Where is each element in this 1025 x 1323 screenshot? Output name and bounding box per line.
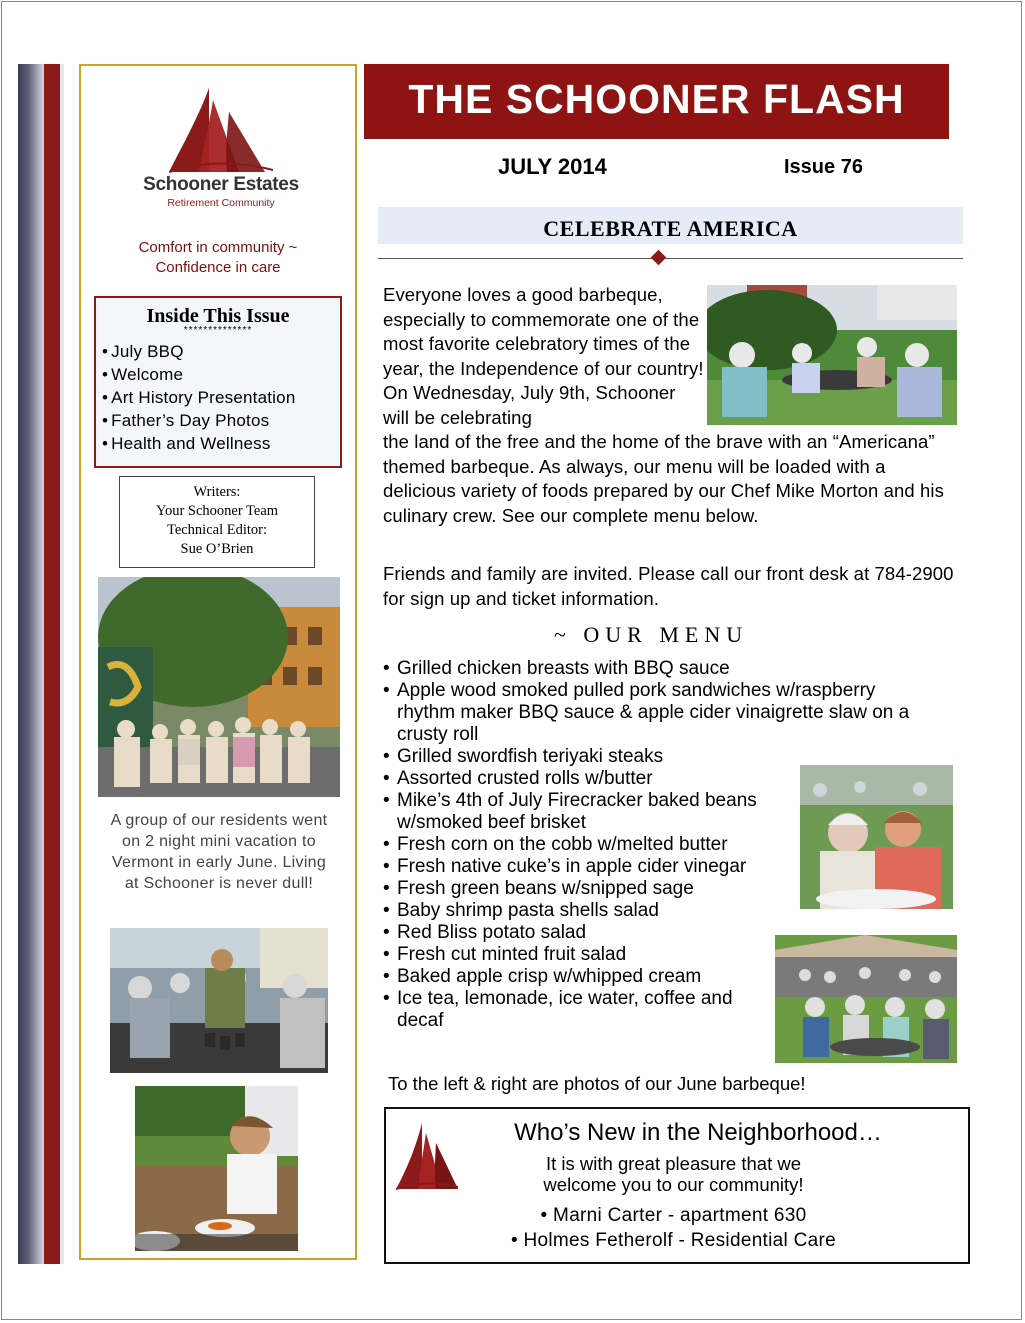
vermont-caption: A group of our residents went on 2 night mini vacation to Vermont in early June. Living at Schooner is never dull! [110, 812, 328, 892]
issue-number: Issue 76 [784, 156, 863, 178]
bbq-table-photo [707, 285, 957, 425]
issue-date: JULY 2014 [498, 154, 607, 179]
article-heading: CELEBRATE AMERICA [543, 216, 798, 241]
inside-this-issue-box [94, 296, 342, 468]
menu-item: • Apple wood smoked pulled pork sandwiches w/raspberry rhythm maker BBQ sauce & apple cider vinaigrette slaw on a crusty roll [383, 680, 917, 746]
bbq-friends-photo [800, 765, 953, 909]
menu-item: • Ice tea, lemonade, ice water, coffee and decaf [383, 988, 742, 1032]
menu-item: • Assorted crusted rolls w/butter [383, 768, 943, 790]
inside-title: Inside This Issue [146, 305, 290, 327]
logo-name: Schooner Estates [143, 174, 299, 195]
tagline [81, 238, 355, 278]
welcome-message [386, 1153, 961, 1195]
whos-new-box [384, 1107, 970, 1264]
new-resident-2: • Holmes Fetherolf - Residential Care [510, 1230, 837, 1251]
bbq-residents-photo [110, 928, 328, 1073]
writers-box [119, 476, 315, 568]
article-heading-bar [378, 207, 963, 244]
menu-heading: ~ OUR MENU [554, 622, 749, 647]
inside-item: • Welcome [102, 363, 340, 386]
newsletter-title-bar [364, 64, 949, 139]
menu-item: • Baby shrimp pasta shells salad [383, 900, 943, 922]
menu-item: • Mike’s 4th of July Firecracker baked beans w/smoked beef brisket [383, 790, 802, 834]
menu-item: • Grilled swordfish teriyaki steaks [383, 746, 943, 768]
vermont-trip-photo [98, 577, 340, 797]
menu-item: • Fresh green beans w/snipped sage [383, 878, 943, 900]
inside-item: • Health and Wellness [102, 432, 340, 455]
article-paragraph-2: Friends and family are invited. Please call our front desk at 784-2900 for sign up and ticket information. [383, 563, 954, 609]
sail-logo-icon [169, 86, 273, 174]
whos-new-title: Who’s New in the Neighborhood… [514, 1119, 882, 1146]
tagline-line-2: Confidence in care [155, 259, 281, 276]
welcome-line-2: welcome you to our community! [543, 1174, 804, 1195]
menu-item: • Fresh corn on the cobb w/melted butter [383, 834, 943, 856]
heading-rule [378, 258, 963, 259]
schooner-logo [131, 86, 311, 216]
tagline-line-1: Comfort in community ~ [138, 239, 298, 256]
sidebar [79, 64, 357, 1260]
article-paragraph-1-bottom: the land of the free and the home of the brave with an “Americana” themed barbeque. As always, our menu will be loaded with a delicious variety of foods prepared by our Chef Mike Morton and his culinary crew. See our complete menu below. [383, 431, 944, 526]
inside-item: • July BBQ [102, 340, 340, 363]
decorative-stripes [18, 64, 66, 1264]
writers-label: Writers: [193, 484, 241, 500]
writers-name: Your Schooner Team [155, 503, 279, 519]
new-resident-1: • Marni Carter - apartment 630 [540, 1205, 807, 1226]
newsletter-title: THE SCHOONER FLASH [408, 76, 905, 122]
photo-note: To the left & right are photos of our June barbeque! [388, 1073, 806, 1094]
bbq-plate-photo [135, 1086, 298, 1251]
logo-subtitle: Retirement Community [167, 197, 275, 209]
bbq-crowd-photo [775, 935, 957, 1063]
menu-item: • Baked apple crisp w/whipped cream [383, 966, 943, 988]
welcome-line-1: It is with great pleasure that we [545, 1153, 802, 1174]
inside-item: • Art History Presentation [102, 386, 340, 409]
editor-label: Technical Editor: [166, 522, 268, 538]
menu-item: • Fresh native cuke’s in apple cider vinegar [383, 856, 943, 878]
inside-list [102, 340, 340, 455]
menu-item: • Fresh cut minted fruit salad [383, 944, 943, 966]
editor-name: Sue O’Brien [180, 541, 254, 557]
menu-item: • Red Bliss potato salad [383, 922, 943, 944]
inside-item: • Father’s Day Photos [102, 409, 340, 432]
article-paragraph-1-top: Everyone loves a good barbeque, especially to commemorate one of the most favorite celebratory times of the year, the Independence of our country! On Wednesday, July 9th, Schooner will be celebrating [383, 284, 704, 428]
menu-item: • Grilled chicken breasts with BBQ sauce [383, 658, 943, 680]
inside-stars: ************** [183, 325, 253, 336]
